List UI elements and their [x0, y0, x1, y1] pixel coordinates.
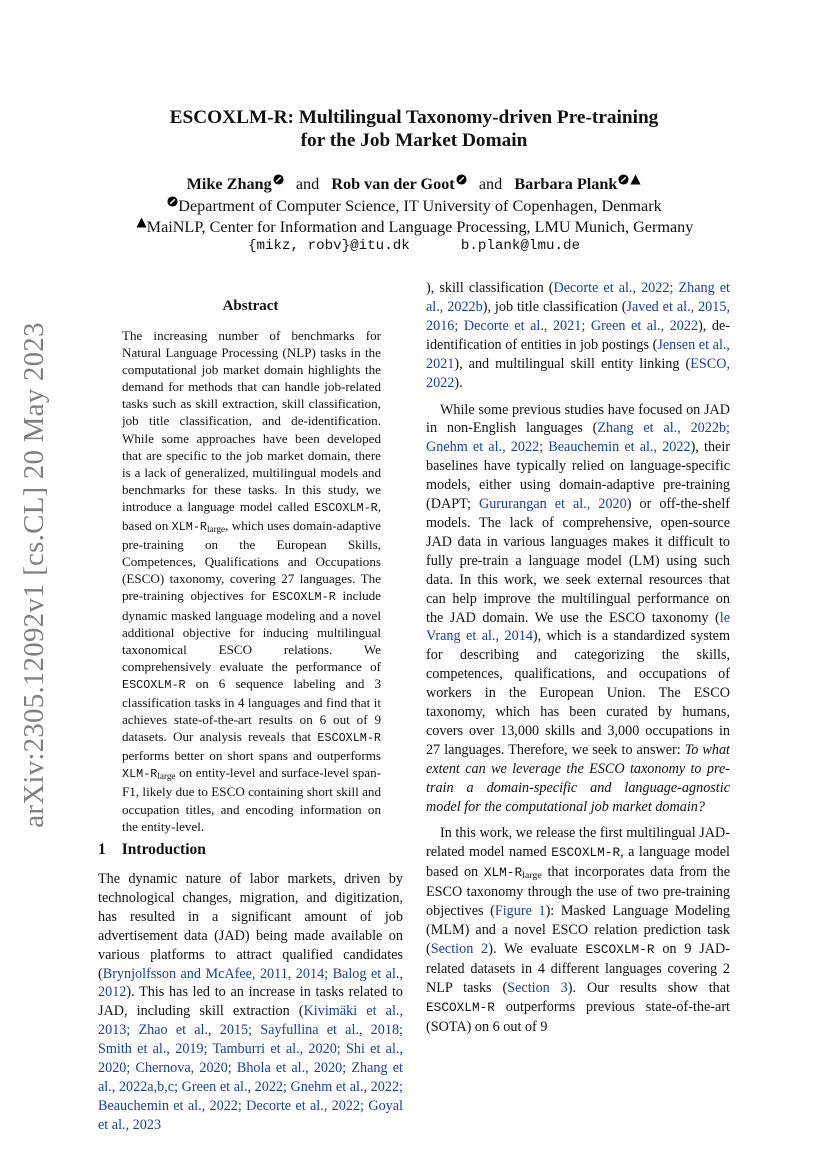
citation-link[interactable]: Decorte et al., 2022; Zhang et al., 2022b	[426, 280, 730, 316]
itu-affiliation-icon	[456, 174, 467, 185]
citation-link[interactable]: Kivimäki et al., 2013; Zhao et al., 2015; Sayfullina et al., 2018; Smith et al., 2019; Tamburri et al., 2020; Shi et al., 2020; Chernova, 2020; Bhola et al., 2020; Zhang et al., 2022a,b,c; Green et al., 2022; Gnehm et al., 2022; Beauchemin et al., 2022; Decorte et al., 2022; Goyal et al., 2023	[98, 1003, 403, 1133]
affiliation-1: Department of Computer Science, IT University of Copenhagen, Denmark	[0, 196, 828, 217]
lmu-affiliation-icon	[630, 174, 641, 185]
intro-paragraph-1-part-1: The dynamic nature of labor markets, driven by technological changes, migration, and digitization, has resulted in a significant amount of job advertisement data (JAD) being made available on various platforms to attract qualified candidates (Brynjolfsson and McAfee, 2011, 2014; Balog et al., 2012). This has led to an increase in tasks related to JAD, including skill extraction (Kivimäki et al., 2013; Zhao et al., 2015; Sayfullina et al., 2018; Smith et al., 2019; Tamburri et al., 2020; Shi et al., 2020; Chernova, 2020; Bhola et al., 2020; Zhang et al., 2022a,b,c; Green et al., 2022; Gnehm et al., 2022; Beauchemin et al., 2022; Decorte et al., 2022; Goyal et al., 2023	[98, 871, 403, 1133]
author-2: Rob van der Goot	[331, 175, 455, 193]
author-1: Mike Zhang	[186, 175, 272, 193]
abstract-heading: Abstract	[222, 298, 279, 314]
itu-affiliation-icon	[273, 174, 284, 185]
section-link[interactable]: Section 3	[507, 979, 568, 996]
section-heading-introduction: 1 Introduction	[98, 841, 206, 858]
citation-link[interactable]: ESCO, 2022	[426, 355, 730, 391]
author-emails: {mikz, robv}@itu.dk b.plank@lmu.de	[247, 238, 581, 254]
title-line-1: ESCOXLM-R: Multilingual Taxonomy-driven Pre-training	[169, 107, 659, 128]
lmu-affiliation-icon	[136, 217, 147, 228]
paper-title	[0, 106, 828, 152]
author-3: Barbara Plank	[514, 175, 618, 193]
itu-affiliation-icon	[618, 174, 629, 185]
figure-link[interactable]: Figure 1	[494, 903, 546, 920]
intro-paragraph-1-part-2: ), skill classification (Decorte et al., 2022; Zhang et al., 2022b), job title classification (Javed et al., 2015, 2016; Decorte et al., 2021; Green et al., 2022), de-identification of entities in job postings (Jensen et al., 2021), and multilingual skill entity linking (ESCO, 2022).	[426, 280, 730, 391]
title-line-2: for the Job Market Domain	[300, 130, 528, 151]
and-1: and	[295, 175, 320, 193]
affiliation-2: MaiNLP, Center for Information and Language Processing, LMU Munich, Germany	[0, 217, 828, 238]
abstract-body: The increasing number of benchmarks for Natural Language Processing (NLP) tasks in the computational job market domain highlights the demand for methods that can handle job-related tasks such as skill extraction, skill classification, job title classification, and de-identification. While some approaches have been developed that are specific to the job market domain, there is a lack of generalized, multilingual models and benchmarks for these tasks. In this study, we introduce a language model called ESCOXLM-R, based on XLM-$R_{large}$, which uses domain-adaptive pre-training on the European Skills, Competences, Qualifications and Occupations (ESCO) taxonomy, covering 27 languages. The pre-training objectives for ESCOXLM-R include dynamic masked language modeling and a novel additional objective for inducing multilingual taxonomical ESCO relations. We comprehensively evaluate the performance of ESCOXLM-R on 6 sequence labeling and 3 classification tasks in 4 languages and find that it achieves state-of-the-art results on 6 out of 9 datasets. Our analysis reveals that ESCOXLM-R performs better on short spans and outperforms XLM-$R_{large}$ on entity-level and surface-level span-F1, likely due to ESCO containing short skill and occupation titles, and encoding information on the entity-level.	[122, 328, 381, 834]
citation-link[interactable]: Javed et al., 2015, 2016; Decorte et al., 2021; Green et al., 2022	[426, 299, 730, 334]
arxiv-stamp: arXiv:2305.12092v1 [cs.CL] 20 May 2023	[18, 322, 50, 828]
citation-link[interactable]: le Vrang et al., 2014	[426, 609, 730, 645]
section-link[interactable]: Section 2	[430, 940, 489, 957]
author-list	[0, 173, 828, 195]
and-2: and	[478, 175, 503, 193]
right-column	[426, 280, 731, 1036]
research-question: To what extent can we leverage the ESCO taxonomy to pre-train a domain-specific and language-agnostic model for the computational job market domain?	[426, 741, 730, 815]
citation-link[interactable]: Brynjolfsson and McAfee, 2011, 2014; Balog et al., 2012	[98, 965, 403, 1001]
citation-link[interactable]: Jensen et al., 2021	[426, 336, 730, 372]
itu-affiliation-icon	[167, 196, 178, 207]
intro-paragraph-3: In this work, we release the first multilingual JAD-related model named ESCOXLM-R, a language model based on XLM-$R_{large}$ that incorporates data from the ESCO taxonomy through the use of two pre-training objectives (Figure 1): Masked Language Modeling (MLM) and a novel ESCO relation prediction task (Section 2). We evaluate ESCOXLM-R on 9 JAD-related datasets in 4 different languages covering 2 NLP tasks (Section 3). Our results show that ESCOXLM-R outperforms previous state-of-the-art (SOTA) on 6 out of 9	[426, 825, 731, 1035]
intro-paragraph-2: While some previous studies have focused on JAD in non-English languages (Zhang et al., 2022b; Gnehm et al., 2022; Beauchemin et al., 2022), their baselines have typically relied on language-specific models, either using domain-adaptive pre-training (DAPT; Gururangan et al., 2020) or off-the-shelf models. The lack of comprehensive, open-source JAD data in various languages makes it difficult to fully pre-train a language model (LM) using such data. In this work, we seek external resources that can help improve the multilingual performance on the JAD domain. We use the ESCO taxonomy (le Vrang et al., 2014), which is a standardized system for describing and categorizing the skills, competences, qualifications, and occupations of workers in the European Union. The ESCO taxonomy, which has been curated by humans, covers over 13,000 skills and 3,000 occupations in 27 languages. Therefore, we seek to answer: To what extent can we leverage the ESCO taxonomy to pre-train a domain-specific and language-agnostic model for the computational job market domain?	[426, 401, 730, 815]
citation-link[interactable]: Gururangan et al., 2020	[478, 496, 627, 513]
citation-link[interactable]: Zhang et al., 2022b; Gnehm et al., 2022; Beauchemin et al., 2022	[426, 420, 730, 456]
